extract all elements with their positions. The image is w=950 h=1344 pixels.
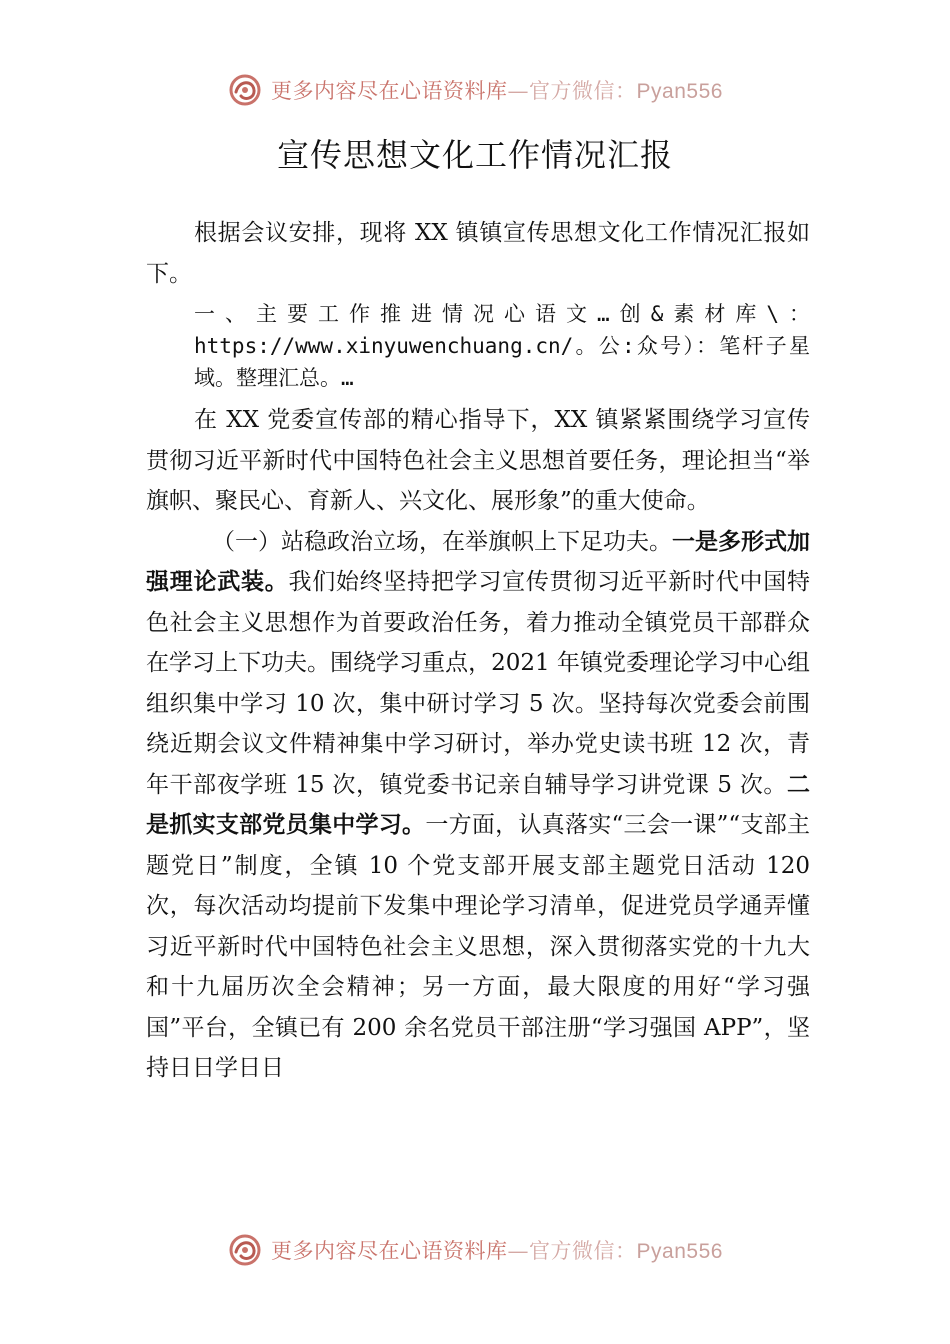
intro-paragraph: 根据会议安排，现将 XX 镇镇宣传思想文化工作情况汇报如下。 <box>146 220 810 287</box>
subsection-heading: （一）站稳政治立场，在举旗帜上下足功夫。 <box>212 528 672 555</box>
swirl-logo-icon <box>227 72 263 108</box>
section-heading: 一、主要工作推进情况心语文…创&素材库\：https://www.xinyuwenchuang.cn/。公:众号）：笔杆子星域。整理汇总。… <box>194 302 810 390</box>
document-body <box>146 213 810 1089</box>
document-title: 宣传思想文化工作情况汇报 <box>276 136 673 174</box>
paragraph: 在 XX 党委宣传部的精心指导下，XX 镇紧紧围绕学习宣传贯彻习近平新时代中国特色社会主义思想首要任务，理论担当“举旗帜、聚民心、育新人、兴文化、展形象”的重大使命。 <box>146 407 810 514</box>
watermark-text: 更多内容尽在心语资料库—官方微信：Pyan556 <box>271 1239 723 1263</box>
watermark-text: 更多内容尽在心语资料库—官方微信：Pyan556 <box>271 79 723 103</box>
swirl-logo-icon <box>227 1232 263 1268</box>
paragraph-text: 一方面，认真落实“三会一课”“支部主题党日”制度，全镇 10 个党支部开展支部主题党日活动 120 次，每次活动均提前下发集中理论学习清单，促进党员学通弄懂习近平新时代中国特色社会主义思想，深入贯彻落实党的十九大和十九届历次全会精神；另一方面，最大限度的用好“学习强国”平台，全镇已有 200 余名党员干部注册“学习强国 APP”，坚持日日学日日 <box>146 812 810 1081</box>
footer-watermark <box>0 1232 950 1268</box>
bold-lead: 二是抓实支部党员集中学习。 <box>146 771 810 838</box>
paragraph-text: 我们始终坚持把学习宣传贯彻习近平新时代中国特色社会主义思想作为首要政治任务，着力推动全镇党员干部群众在学习上下功夫。围绕学习重点，2021 年镇党委理论学习中心组组织集中学习 10 次，集中研讨学习 5 次。坚持每次党委会前围绕近期会议文件精神集中学习研讨，举办党史读书班 12 次，青年干部夜学班 15 次，镇党委书记亲自辅导学习讲党课 5 次。 <box>146 569 811 798</box>
subsection-paragraph <box>146 522 810 1089</box>
header-watermark <box>0 72 950 108</box>
bold-lead: 一是多形式加强理论武装。 <box>146 528 810 595</box>
